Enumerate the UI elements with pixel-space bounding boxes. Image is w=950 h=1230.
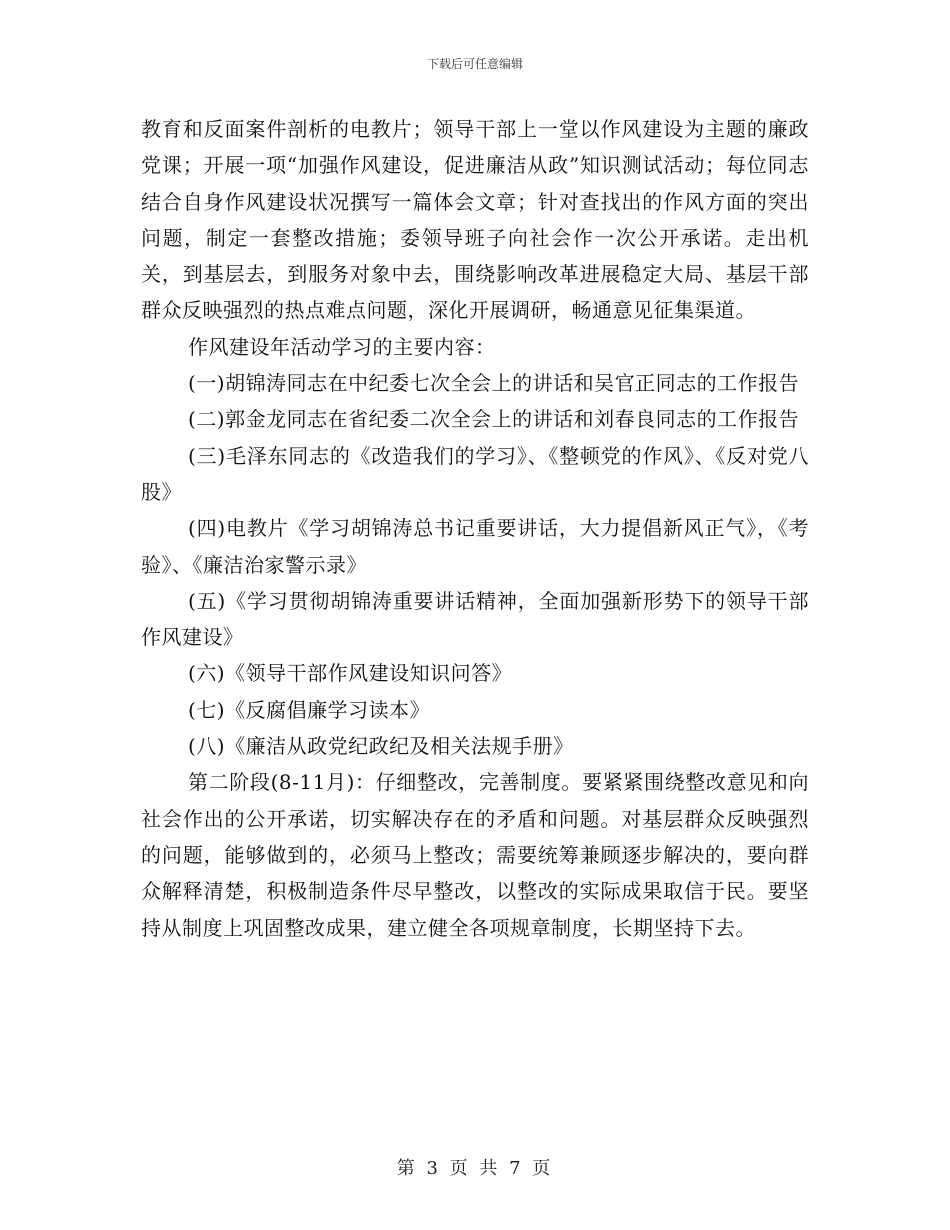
list-item: (三)毛泽东同志的《改造我们的学习》、《整顿党的作风》、《反对党八股》 bbox=[141, 443, 809, 504]
list-item: (五)《学习贯彻胡锦涛重要讲话精神，全面加强新形势下的领导干部作风建设》 bbox=[141, 588, 809, 650]
page-header: 下载后可任意编辑 bbox=[426, 57, 523, 71]
list-item: (六)《领导干部作风建设知识问答》 bbox=[188, 661, 513, 686]
list-item: (四)电教片《学习胡锦涛总书记重要讲话，大力提倡新风正气》，《考验》、《廉洁治家警示录》 bbox=[141, 516, 809, 577]
paragraph-continued: 教育和反面案件剖析的电教片；领导干部上一堂以作风建设为主题的廉政党课；开展一项“加强作风建设，促进廉洁从政”知识测试活动；每位同志结合自身作风建设状况撰写一篇体会文章；针对查找出的作风方面的突出问题，制定一套整改措施；委领导班子向社会作一次公开承诺。走出机关，到基层去，到服务对象中去，围绕影响改革进展稳定大局、基层干部群众反映强烈的热点难点问题，深化开展调研，畅通意见征集渠道。 bbox=[141, 117, 809, 323]
list-item: (八)《廉洁从政党纪政纪及相关法规手册》 bbox=[188, 734, 574, 759]
page-number-footer: 第 3 页 共 7 页 bbox=[396, 1158, 554, 1179]
paragraph-study-contents-heading: 作风建设年活动学习的主要内容： bbox=[188, 334, 496, 359]
list-item: (七)《反腐倡廉学习读本》 bbox=[188, 697, 431, 722]
document-body bbox=[141, 111, 809, 946]
list-item: (二)郭金龙同志在省纪委二次全会上的讲话和刘春良同志的工作报告 bbox=[188, 407, 800, 432]
list-item: (一)胡锦涛同志在中纪委七次全会上的讲话和吴官正同志的工作报告 bbox=[188, 371, 800, 396]
paragraph-second-stage: 第二阶段(8-11月)：仔细整改，完善制度。要紧紧围绕整改意见和向社会作出的公开承诺，切实解决存在的矛盾和问题。对基层群众反映强烈的问题，能够做到的，必须马上整改；需要统筹兼顾逐步解决的，要向群众解释清楚，积极制造条件尽早整改，以整改的实际成果取信于民。要坚持从制度上巩固整改成果，建立健全各项规章制度，长期坚持下去。 bbox=[141, 770, 809, 940]
